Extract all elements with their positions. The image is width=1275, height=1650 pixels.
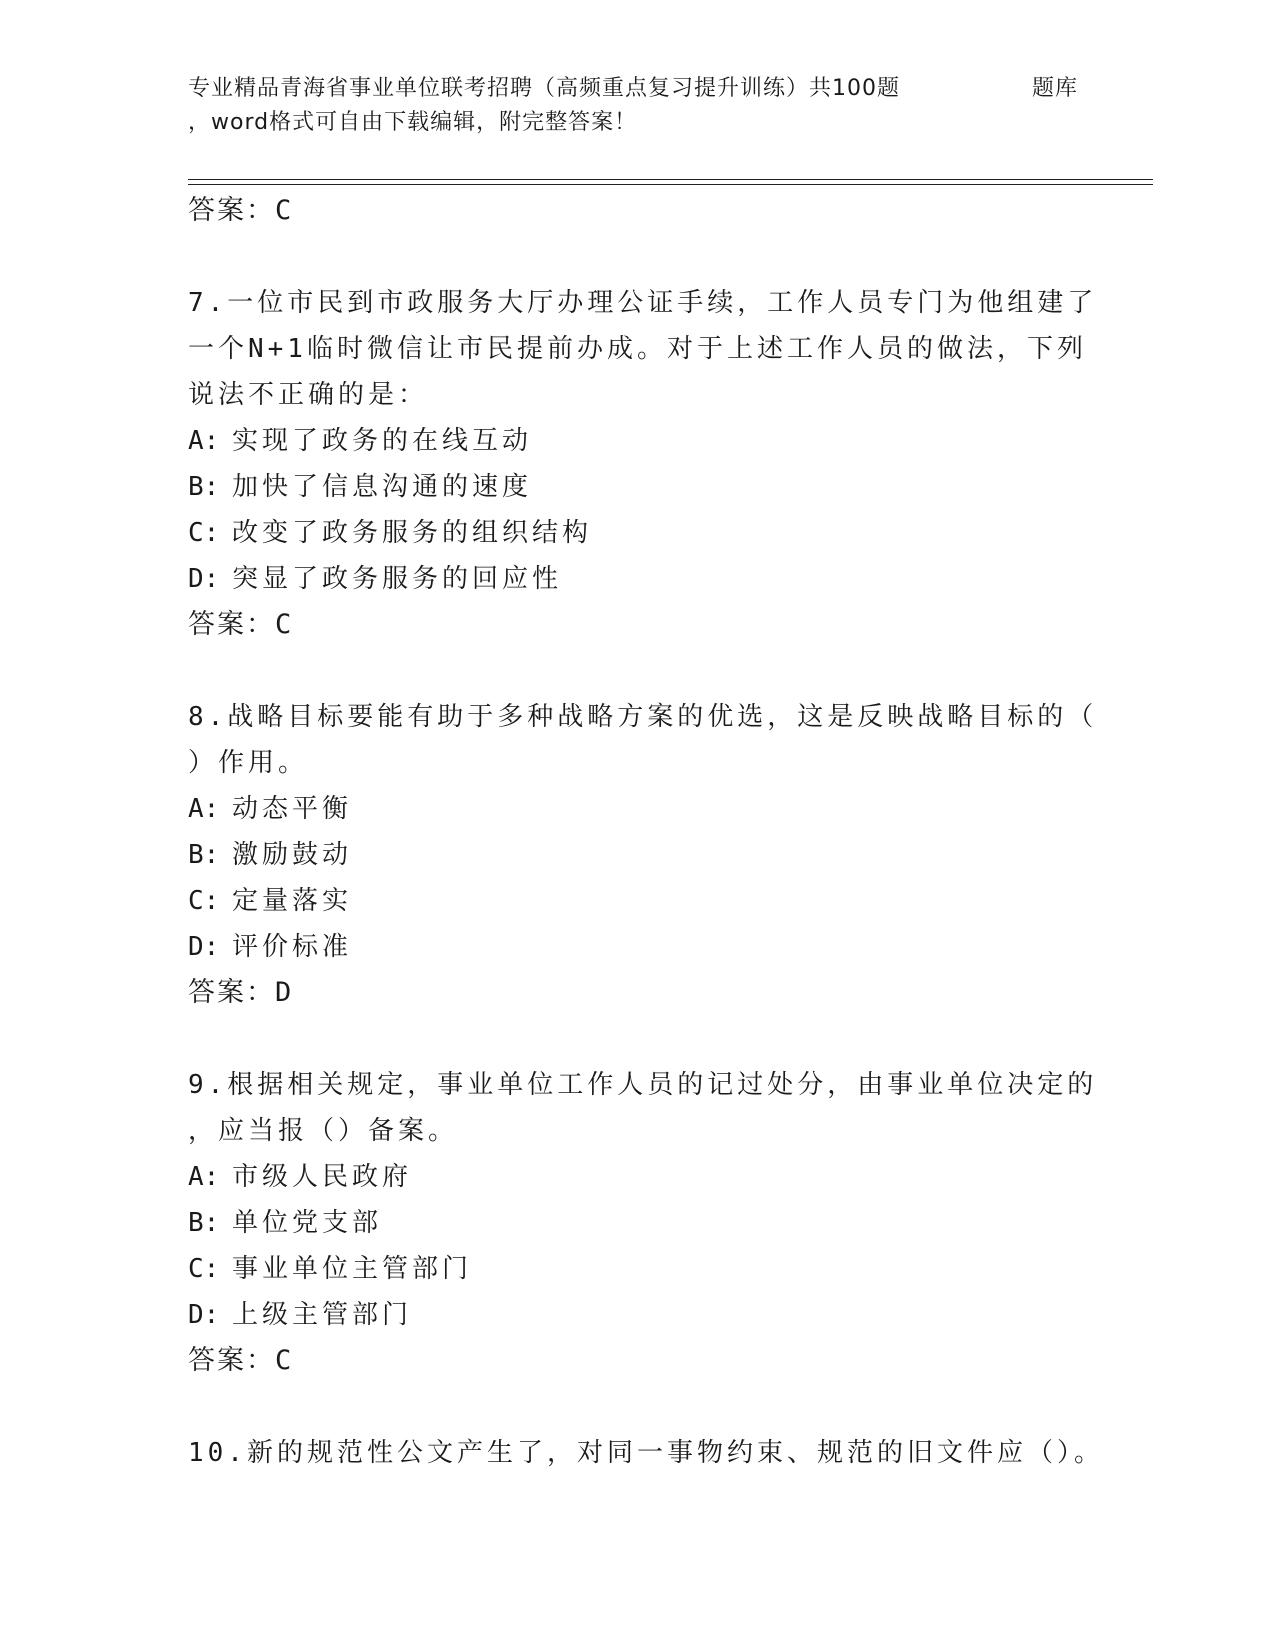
answer-label: 答案： xyxy=(188,977,275,1008)
question-block xyxy=(188,694,1118,1016)
option-b: B: 单位党支部 xyxy=(188,1208,383,1238)
answer-line xyxy=(188,602,1118,648)
stem-line: ，应当报（）备案。 xyxy=(188,1116,459,1146)
question-block xyxy=(188,1430,1118,1476)
header-tag: 题库 xyxy=(1032,76,1079,101)
option-d: D: 上级主管部门 xyxy=(188,1300,413,1330)
option-c: C: 定量落实 xyxy=(188,886,353,916)
option-b: B: 加快了信息沟通的速度 xyxy=(188,472,533,502)
stem-line: 说法不正确的是： xyxy=(188,380,429,410)
answer-label: 答案： xyxy=(188,1345,275,1376)
page-header xyxy=(188,72,1088,140)
question-stem xyxy=(188,1062,1118,1154)
stem-line: 9.根据相关规定，事业单位工作人员的记过处分，由事业单位决定的 xyxy=(188,1070,1098,1100)
answer-line xyxy=(188,970,1118,1016)
header-title-line1: 专业精品青海省事业单位联考招聘（高频重点复习提升训练）共100题 xyxy=(188,76,900,101)
question-block xyxy=(188,280,1118,648)
question-block xyxy=(188,1062,1118,1384)
stem-line: 一个N+1临时微信让市民提前办成。对于上述工作人员的做法，下列 xyxy=(188,334,1087,364)
answer-line xyxy=(188,1338,1118,1384)
answer-value: C xyxy=(275,609,294,640)
option-d: D: 突显了政务服务的回应性 xyxy=(188,564,563,594)
answer-value: C xyxy=(275,195,294,226)
stem-line: 7.一位市民到市政服务大厅办理公证手续，工作人员专门为他组建了 xyxy=(188,288,1098,318)
stem-line: 10.新的规范性公文产生了，对同一事物约束、规范的旧文件应（）。 xyxy=(188,1438,1104,1468)
header-title-line2: ，word格式可自由下载编辑，附完整答案！ xyxy=(188,110,638,135)
option-d: D: 评价标准 xyxy=(188,932,353,962)
option-a: A: 实现了政务的在线互动 xyxy=(188,426,533,456)
question-stem xyxy=(188,280,1118,418)
stem-line: ）作用。 xyxy=(188,748,309,778)
answer-label: 答案： xyxy=(188,609,275,640)
answer-line xyxy=(188,188,1118,234)
option-a: A: 市级人民政府 xyxy=(188,1162,413,1192)
document-body xyxy=(188,188,1118,1476)
option-b: B: 激励鼓动 xyxy=(188,840,353,870)
stem-line: 8.战略目标要能有助于多种战略方案的优选，这是反映战略目标的（ xyxy=(188,702,1098,732)
header-divider-second xyxy=(188,184,1153,185)
answer-value: D xyxy=(275,977,294,1008)
option-c: C: 改变了政务服务的组织结构 xyxy=(188,518,593,548)
option-c: C: 事业单位主管部门 xyxy=(188,1254,473,1284)
question-stem xyxy=(188,1430,1118,1476)
header-divider xyxy=(188,179,1153,180)
option-a: A: 动态平衡 xyxy=(188,794,353,824)
answer-value: C xyxy=(275,1345,294,1376)
answer-label: 答案： xyxy=(188,195,275,226)
question-stem xyxy=(188,694,1118,786)
